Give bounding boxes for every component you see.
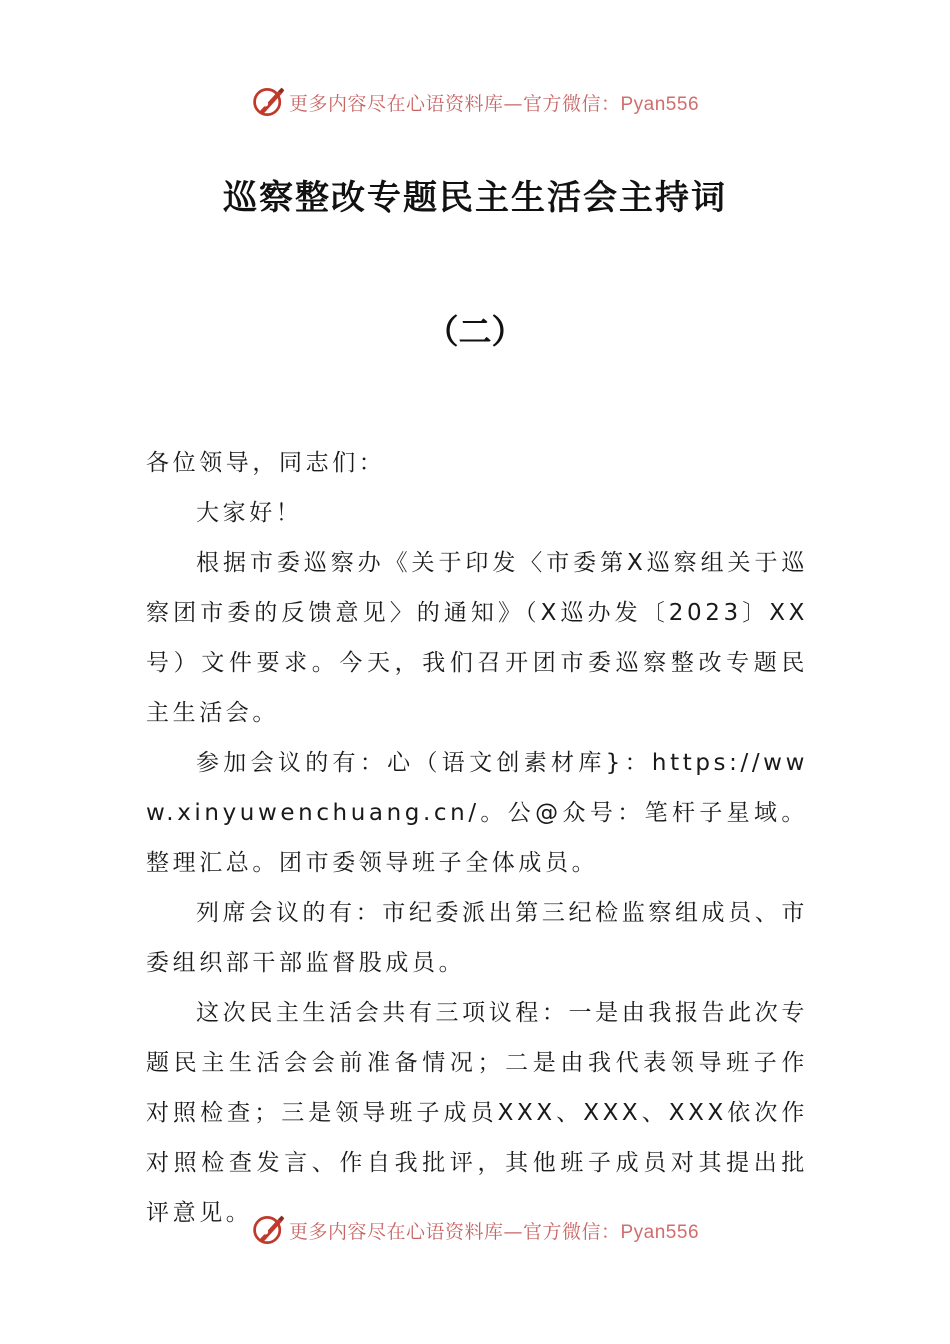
footer-banner-text: 更多内容尽在心语资料库—官方微信：Pyan556	[288, 1220, 700, 1243]
paragraph-agenda: 这次民主生活会共有三项议程：一是由我报告此次专题民主生活会会前准备情况；二是由我代表领导班子作对照检查；三是领导班子成员XXX、XXX、XXX依次作对照检查发言、作自我批评，其他班子成员对其提出批评意见。	[146, 1000, 808, 1226]
salutation: 各位领导，同志们：	[146, 450, 386, 476]
header-banner-text: 更多内容尽在心语资料库—官方微信：Pyan556	[288, 92, 700, 115]
document-body	[146, 438, 808, 1238]
header-wechat-id: Pyan556	[620, 93, 700, 115]
footer-wechat-id: Pyan556	[620, 1221, 700, 1243]
pen-circle-icon	[251, 1212, 287, 1248]
document-subtitle: （二）	[425, 312, 525, 351]
document-title: 巡察整改专题民主生活会主持词	[223, 178, 727, 218]
paragraph-greeting: 大家好！	[196, 500, 303, 526]
header-banner	[0, 82, 950, 122]
paragraph-basis: 根据市委巡察办《关于印发〈市委第X巡察组关于巡察团市委的反馈意见〉的通知》（X巡办发〔2023〕XX号）文件要求。今天，我们召开团市委巡察整改专题民主生活会。	[146, 550, 808, 726]
paragraph-attendees: 参加会议的有：心（语文创素材库}：https://www.xinyuwenchuang.cn/。公@众号：笔杆子星域。整理汇总。团市委领导班子全体成员。	[146, 750, 808, 876]
footer-banner	[0, 1210, 950, 1250]
pen-circle-icon	[251, 84, 287, 120]
paragraph-observers: 列席会议的有：市纪委派出第三纪检监察组成员、市委组织部干部监督股成员。	[146, 900, 808, 976]
